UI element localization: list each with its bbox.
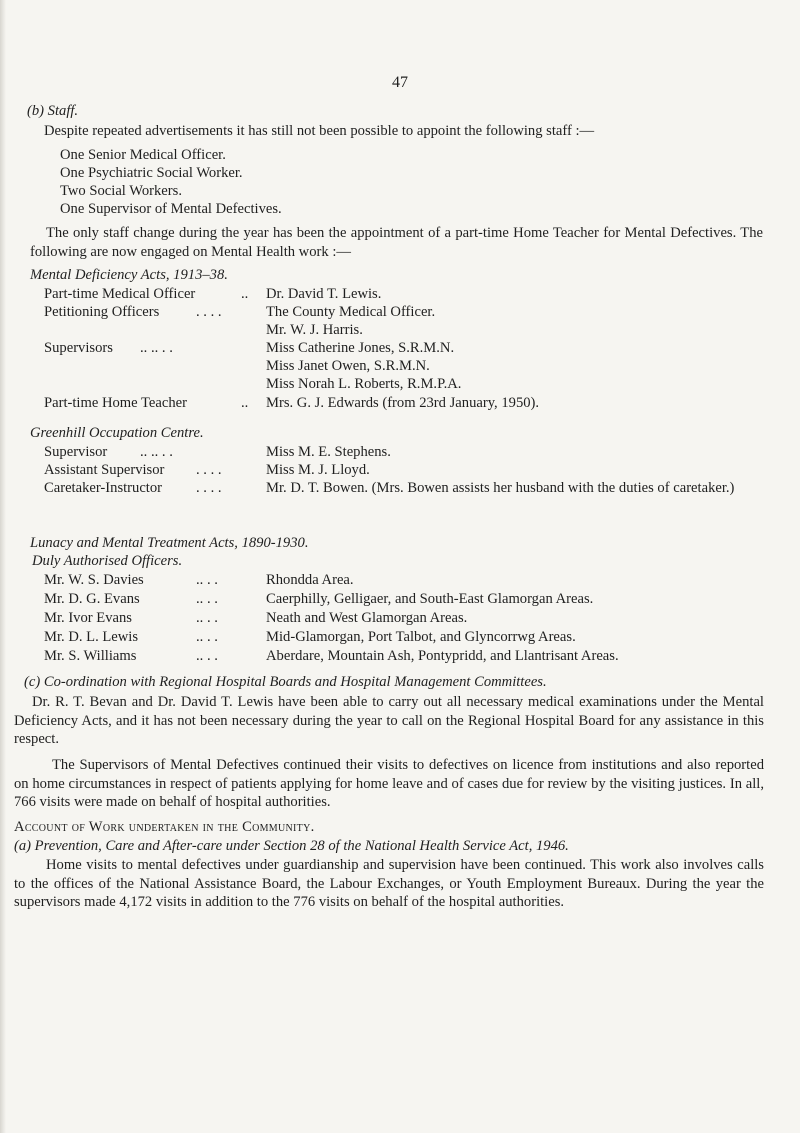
officer-dots: .. . .: [196, 591, 218, 607]
mda-row-label: Supervisors: [44, 340, 113, 356]
greenhill-row-label: Assistant Supervisor: [44, 462, 165, 478]
officer-dots: .. . .: [196, 629, 218, 645]
mda-row-value: Miss Norah L. Roberts, R.M.P.A.: [266, 376, 462, 392]
account-subheading: (a) Prevention, Care and After-care under Section 28 of the National Health Service Act, 1946.: [14, 838, 569, 854]
officer-name: Mr. W. S. Davies: [44, 572, 144, 588]
officer-dots: .. . .: [196, 572, 218, 588]
greenhill-row-dots: . . . .: [196, 462, 222, 478]
mda-row-value: Mrs. G. J. Edwards (from 23rd January, 1950).: [266, 395, 540, 411]
officer-area: Neath and West Glamorgan Areas.: [266, 610, 468, 626]
lunacy-heading: Lunacy and Mental Treatment Acts, 1890-1930.: [30, 535, 309, 551]
mda-row-dots: .. .. . .: [140, 340, 173, 356]
vacancy-item: Two Social Workers.: [60, 183, 182, 199]
officer-area: Caerphilly, Gelligaer, and South-East Glamorgan Areas.: [266, 591, 594, 607]
mda-row-label: Part-time Home Teacher: [44, 395, 187, 411]
officer-name: Mr. Ivor Evans: [44, 610, 132, 626]
staff-change-paragraph: The only staff change during the year has been the appointment of a part-time Home Teacher for Mental Defectives. The following are now engaged on Mental Health work :—: [30, 225, 763, 260]
greenhill-heading: Greenhill Occupation Centre.: [30, 425, 204, 441]
staff-intro: Despite repeated advertisements it has still not been possible to appoint the following staff :—: [44, 123, 595, 139]
mda-row-value: Mr. W. J. Harris.: [266, 322, 363, 338]
officer-dots: .. . .: [196, 610, 218, 626]
officer-area: Mid-Glamorgan, Port Talbot, and Glyncorrwg Areas.: [266, 629, 576, 645]
account-heading: Account of Work undertaken in the Community.: [14, 819, 315, 835]
page-number: 47: [392, 74, 408, 91]
vacancy-item: One Senior Medical Officer.: [60, 147, 226, 163]
lunacy-subheading: Duly Authorised Officers.: [32, 553, 183, 569]
mda-row-dots: . . . .: [196, 304, 222, 320]
officer-name: Mr. S. Williams: [44, 648, 137, 664]
coordination-heading: (c) Co-ordination with Regional Hospital Boards and Hospital Management Committees.: [24, 674, 547, 690]
greenhill-row-value: Miss M. E. Stephens.: [266, 444, 391, 460]
greenhill-row-value: Miss M. J. Lloyd.: [266, 462, 370, 478]
mda-heading: Mental Deficiency Acts, 1913–38.: [30, 267, 228, 283]
greenhill-row: [44, 479, 764, 519]
greenhill-row-dots: . . . .: [196, 480, 222, 496]
officer-name: Mr. D. L. Lewis: [44, 629, 139, 645]
page-binding-shadow: [0, 0, 6, 1133]
account-paragraph: Home visits to mental defectives under guardianship and supervision have been continued. This work also involves calls to the offices of the National Assistance Board, the Labour Exchanges, or Youth Employment Bureaux. During the year the supervisors made 4,172 visits in addition to the 776 visits on behalf of the hospital authorities.: [14, 857, 764, 910]
officer-area: Rhondda Area.: [266, 572, 354, 588]
officer-dots: .. . .: [196, 648, 218, 664]
mda-row-value: Miss Catherine Jones, S.R.M.N.: [266, 340, 455, 356]
coordination-paragraph-2: The Supervisors of Mental Defectives continued their visits to defectives on licence from institutions and also reported on home circumstances in respect of patients applying for home leave and of cases due for review by the visiting justices. In all, 766 visits were made on behalf of hospital authorities.: [14, 757, 764, 810]
greenhill-row-dots: .. .. . .: [140, 444, 173, 460]
greenhill-row-value: Mr. D. T. Bowen. (Mrs. Bowen assists her husband with the duties of caretaker.): [266, 480, 735, 496]
mda-row-label: Petitioning Officers: [44, 304, 160, 320]
greenhill-row-label: Supervisor: [44, 444, 108, 460]
vacancy-item: One Supervisor of Mental Defectives.: [60, 201, 282, 217]
mda-row-dots: ..: [241, 395, 249, 411]
greenhill-row-label: Caretaker-Instructor: [44, 480, 163, 496]
mda-row-value: The County Medical Officer.: [266, 304, 436, 320]
coordination-paragraph-1: Dr. R. T. Bevan and Dr. David T. Lewis have been able to carry out all necessary medical examinations under the Mental Deficiency Acts, and it has not been necessary during the year to call on the Regional Hospital Board for any assistance in this respect.: [14, 694, 764, 747]
mda-row-dots: ..: [241, 286, 249, 302]
mda-row-value: Miss Janet Owen, S.R.M.N.: [266, 358, 430, 374]
officer-name: Mr. D. G. Evans: [44, 591, 140, 607]
mda-row-value: Dr. David T. Lewis.: [266, 286, 382, 302]
vacancy-item: One Psychiatric Social Worker.: [60, 165, 243, 181]
officer-area: Aberdare, Mountain Ash, Pontypridd, and Llantrisant Areas.: [266, 648, 619, 664]
staff-heading: (b) Staff.: [27, 103, 79, 119]
mda-row-label: Part-time Medical Officer: [44, 286, 196, 302]
